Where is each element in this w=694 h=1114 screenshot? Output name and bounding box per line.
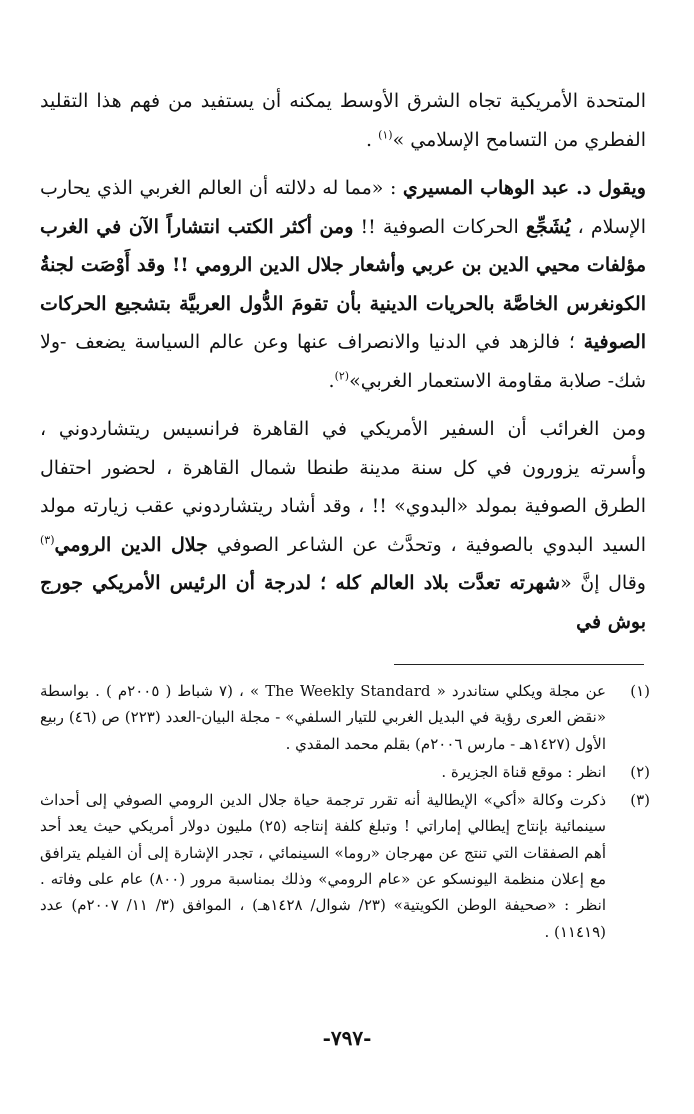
footnote-1 <box>40 678 650 757</box>
footnote-text: عن مجلة ويكلي ستاندرد « The Weekly Standard » ، (٧ شباط ( ٢٠٠٥م ) . بواسطة «نقض العرى رؤية في البديل الغربي للتيار السلفي» - مجلة البيان-العدد (٢٢٣) ص (٤٦) ربيع الأول (١٤٢٧هـ - مارس ٢٠٠٦م) بقلم محمد المقدي . <box>40 682 607 753</box>
footnote-ref-3[interactable]: (٣) <box>40 533 55 547</box>
paragraph-3-poet: جلال الدين الرومي <box>54 533 208 556</box>
footnote-divider <box>394 664 644 665</box>
paragraph-2-quote-b: يُشَجِّع <box>525 215 571 238</box>
footnote-text: ذكرت وكالة «أكي» الإيطالية أنه تقرر ترجمة حياة جلال الدين الرومي الصوفي إلى أحداث سينمائية بإنتاج إيطالي إماراتي ! وتبلغ كلفة إنتاجه (٢٥) مليون دولار أمريكي حيث يعد أحد أهم الصفقات التي تنتج عن مهرجان «روما» السينمائي ، تجدر الإشارة إلى أن الفيلم يترافق مع إعلان منظمة اليونسكو عن «عام الرومي» وذلك بمناسبة مرور (٨٠٠) عام على وفاته . انظر : «صحيفة الوطن الكويتية» (٢٣/ شوال/ ١٤٢٨هـ) ، الموافق (٣/ ١١/ ٢٠٠٧م) عدد (١١٤١٩) . <box>40 791 607 941</box>
paragraph-2-quote-e: ؛ فالزهد في الدنيا والانصراف عنها وعن عالم السياسة يضعف -ولا شك- صلابة مقاومة الاستعمار الغربي» <box>40 331 646 392</box>
paragraph-1 <box>40 82 646 159</box>
paragraph-3-text-c: وقال إنَّ « <box>560 572 646 594</box>
footnote-number: (٣) <box>630 791 650 810</box>
footnote-2 <box>40 759 650 785</box>
paragraph-2-quote-a: : «مما له دلالته أن العالم الغربي الذي يحارب الإسلام ، <box>40 177 646 238</box>
paragraph-2 <box>40 169 646 400</box>
paragraph-2-speaker: ويقول د. عبد الوهاب المسيري <box>402 177 646 199</box>
paragraph-2-quote-d: ومن أكثر الكتب انتشاراً الآن في الغرب مؤلفات محيي الدين بن عربي وأشعار جلال الدين الرومي !! وقد أَوْصَت لجنةُ الكونغرس الخاصَّة بالحريات الدينية بأن تقومَ الدُّول العربيَّة بتشجيع الحركات الصوفية <box>40 215 646 353</box>
footnote-text: انظر : موقع قناة الجزيرة . <box>441 762 606 781</box>
footnotes <box>40 678 650 947</box>
page-number: -٧٩٧- <box>322 1026 372 1050</box>
paragraph-3-text-a: ومن الغرائب أن السفير الأمريكي في القاهرة فرانسيس ريتشاردوني ، وأسرته يزورون في كل سنة مدينة طنطا شمال القاهرة ، لحضور احتفال الطرق الصوفية بمولد «البدوي» !! ، وقد أشاد ريتشاردوني عقب زيارته مولد السيد البدوي بالصوفية ، وتحدَّث عن الشاعر الصوفي <box>40 418 646 556</box>
paragraph-1-text: المتحدة الأمريكية تجاه الشرق الأوسط يمكنه أن يستفيد من فهم هذا التقليد الفطري من التسامح الإسلامي » <box>40 90 646 151</box>
paragraph-2-quote-c: الحركات الصوفية !! <box>353 215 526 238</box>
footnote-number: (١) <box>630 682 650 700</box>
paragraph-3 <box>40 410 646 641</box>
paragraph-3-text-d: شهرته تعدَّت بلاد العالم كله ؛ لدرجة أن الرئيس الأمريكي جورج بوش في <box>40 572 646 633</box>
paragraph-2-end: . <box>328 369 335 392</box>
paragraph-1-end: . <box>365 128 379 151</box>
footnote-ref-2[interactable]: (٢) <box>334 369 350 383</box>
main-text <box>40 82 646 641</box>
footnote-3 <box>40 787 650 945</box>
footnote-ref-1[interactable]: (١) <box>378 128 393 142</box>
footnote-number: (٢) <box>630 762 650 781</box>
